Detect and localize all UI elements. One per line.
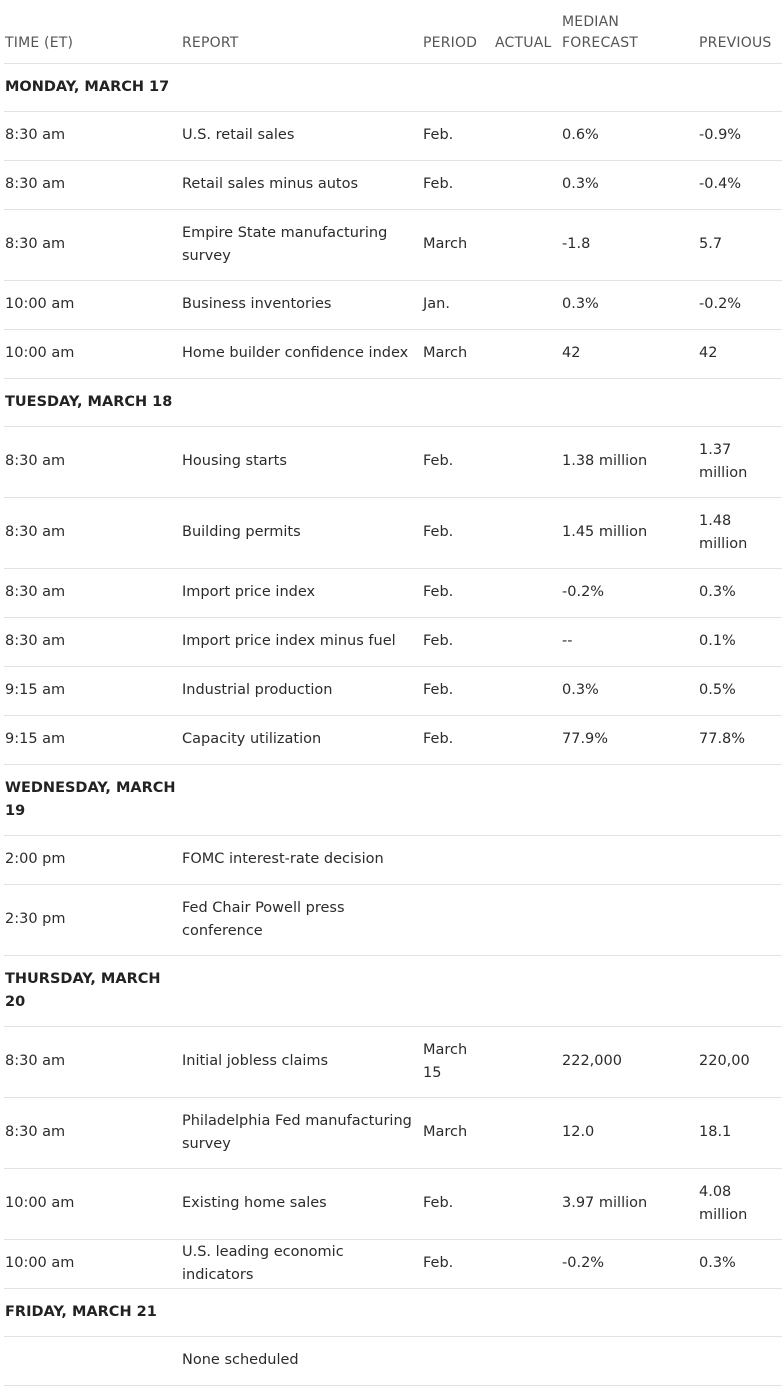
time-cell: 9:15 am [4, 666, 181, 715]
day-row-filler [561, 955, 698, 1026]
header-time: TIME (ET) [4, 0, 181, 63]
period-cell: Feb. [422, 666, 494, 715]
day-header-row [4, 63, 782, 111]
table-row [4, 568, 782, 617]
day-header-row [4, 764, 782, 835]
table-row [4, 666, 782, 715]
table-row [4, 160, 782, 209]
previous-cell: 77.8% [698, 715, 782, 764]
previous-cell: 1.37 million [698, 426, 782, 497]
actual-cell [494, 160, 561, 209]
period-cell: Feb. [422, 160, 494, 209]
table-row [4, 1026, 782, 1097]
period-cell: Feb. [422, 715, 494, 764]
report-cell: Housing starts [181, 426, 422, 497]
time-cell: 8:30 am [4, 426, 181, 497]
previous-cell: 0.3% [698, 568, 782, 617]
report-cell: Capacity utilization [181, 715, 422, 764]
previous-cell: -0.9% [698, 111, 782, 160]
day-row-filler [422, 378, 494, 426]
period-cell: March [422, 209, 494, 280]
day-row-filler [181, 955, 422, 1026]
report-cell: Import price index [181, 568, 422, 617]
time-cell: 8:30 am [4, 111, 181, 160]
time-cell: 10:00 am [4, 329, 181, 378]
time-cell: 8:30 am [4, 160, 181, 209]
day-row-filler [494, 1288, 561, 1336]
report-cell: FOMC interest-rate decision [181, 835, 422, 884]
time-cell: 9:15 am [4, 715, 181, 764]
report-cell: Business inventories [181, 280, 422, 329]
actual-cell [494, 1168, 561, 1239]
day-label: THURSDAY, MARCH 20 [4, 955, 181, 1026]
header-previous: PREVIOUS [698, 0, 782, 63]
median-forecast-cell: -0.2% [561, 568, 698, 617]
actual-cell [494, 1026, 561, 1097]
period-cell: Feb. [422, 497, 494, 568]
actual-cell [494, 209, 561, 280]
actual-cell [494, 835, 561, 884]
time-cell: 10:00 am [4, 1168, 181, 1239]
report-cell: Import price index minus fuel [181, 617, 422, 666]
actual-cell [494, 666, 561, 715]
report-cell: Home builder confidence index [181, 329, 422, 378]
table-row [4, 1239, 782, 1288]
time-cell: 8:30 am [4, 617, 181, 666]
day-label: MONDAY, MARCH 17 [4, 63, 181, 111]
header-median-forecast: MEDIAN FORECAST [561, 0, 698, 63]
day-row-filler [698, 764, 782, 835]
actual-cell [494, 497, 561, 568]
header-period: PERIOD [422, 0, 494, 63]
day-row-filler [494, 63, 561, 111]
previous-cell: 0.3% [698, 1239, 782, 1288]
report-cell: None scheduled [181, 1336, 422, 1385]
period-cell: Feb. [422, 426, 494, 497]
actual-cell [494, 715, 561, 764]
previous-cell: 4.08 million [698, 1168, 782, 1239]
day-row-filler [561, 378, 698, 426]
day-label: FRIDAY, MARCH 21 [4, 1288, 181, 1336]
report-cell: Retail sales minus autos [181, 160, 422, 209]
day-row-filler [181, 63, 422, 111]
day-row-filler [698, 1288, 782, 1336]
time-cell: 10:00 am [4, 280, 181, 329]
previous-cell [698, 835, 782, 884]
time-cell: 8:30 am [4, 1026, 181, 1097]
day-row-filler [698, 63, 782, 111]
time-cell: 10:00 am [4, 1239, 181, 1288]
median-forecast-cell: -1.8 [561, 209, 698, 280]
period-cell: Feb. [422, 1168, 494, 1239]
period-cell: Jan. [422, 280, 494, 329]
previous-cell: 220,00 [698, 1026, 782, 1097]
previous-cell: 42 [698, 329, 782, 378]
period-cell: March [422, 1097, 494, 1168]
table-row [4, 426, 782, 497]
time-cell: 2:30 pm [4, 884, 181, 955]
period-cell: March [422, 329, 494, 378]
median-forecast-cell: 0.3% [561, 280, 698, 329]
report-cell: Fed Chair Powell press conference [181, 884, 422, 955]
day-row-filler [181, 378, 422, 426]
median-forecast-cell [561, 835, 698, 884]
day-row-filler [422, 764, 494, 835]
day-row-filler [494, 764, 561, 835]
median-forecast-cell [561, 884, 698, 955]
day-row-filler [494, 378, 561, 426]
day-label: WEDNESDAY, MARCH 19 [4, 764, 181, 835]
period-cell: March 15 [422, 1026, 494, 1097]
day-row-filler [561, 63, 698, 111]
header-actual: ACTUAL [494, 0, 561, 63]
report-cell: Empire State manufacturing survey [181, 209, 422, 280]
previous-cell [698, 884, 782, 955]
median-forecast-cell: 3.97 million [561, 1168, 698, 1239]
table-row [4, 884, 782, 955]
calendar-table [4, 0, 782, 1386]
actual-cell [494, 617, 561, 666]
table-row [4, 111, 782, 160]
report-cell: Building permits [181, 497, 422, 568]
table-row [4, 280, 782, 329]
table-row [4, 497, 782, 568]
day-row-filler [698, 955, 782, 1026]
median-forecast-cell: -0.2% [561, 1239, 698, 1288]
table-body [4, 63, 782, 1385]
previous-cell: 0.5% [698, 666, 782, 715]
day-header-row [4, 378, 782, 426]
time-cell: 8:30 am [4, 497, 181, 568]
table-row [4, 617, 782, 666]
previous-cell: 5.7 [698, 209, 782, 280]
time-cell: 8:30 am [4, 568, 181, 617]
previous-cell: 1.48 million [698, 497, 782, 568]
report-cell: Existing home sales [181, 1168, 422, 1239]
table-row [4, 329, 782, 378]
day-row-filler [494, 955, 561, 1026]
median-forecast-cell: -- [561, 617, 698, 666]
actual-cell [494, 1097, 561, 1168]
period-cell: Feb. [422, 111, 494, 160]
median-forecast-cell: 42 [561, 329, 698, 378]
actual-cell [494, 329, 561, 378]
actual-cell [494, 280, 561, 329]
actual-cell [494, 426, 561, 497]
median-forecast-cell: 1.38 million [561, 426, 698, 497]
day-header-row [4, 1288, 782, 1336]
time-cell: 2:00 pm [4, 835, 181, 884]
day-row-filler [422, 63, 494, 111]
report-cell: U.S. retail sales [181, 111, 422, 160]
header-report: REPORT [181, 0, 422, 63]
previous-cell: -0.2% [698, 280, 782, 329]
report-cell: Initial jobless claims [181, 1026, 422, 1097]
header-row [4, 0, 782, 63]
median-forecast-cell [561, 1336, 698, 1385]
actual-cell [494, 1239, 561, 1288]
period-cell [422, 884, 494, 955]
previous-cell: 18.1 [698, 1097, 782, 1168]
table-row [4, 209, 782, 280]
period-cell [422, 835, 494, 884]
period-cell: Feb. [422, 1239, 494, 1288]
table-header [4, 0, 782, 63]
period-cell: Feb. [422, 617, 494, 666]
actual-cell [494, 884, 561, 955]
day-row-filler [561, 764, 698, 835]
table-row [4, 835, 782, 884]
table-row [4, 1097, 782, 1168]
median-forecast-cell: 0.3% [561, 666, 698, 715]
day-row-filler [698, 378, 782, 426]
previous-cell [698, 1336, 782, 1385]
period-cell [422, 1336, 494, 1385]
median-forecast-cell: 0.3% [561, 160, 698, 209]
day-row-filler [422, 1288, 494, 1336]
actual-cell [494, 1336, 561, 1385]
previous-cell: -0.4% [698, 160, 782, 209]
actual-cell [494, 111, 561, 160]
median-forecast-cell: 0.6% [561, 111, 698, 160]
report-cell: U.S. leading economic indicators [181, 1239, 422, 1288]
time-cell [4, 1336, 181, 1385]
previous-cell: 0.1% [698, 617, 782, 666]
table-row [4, 1168, 782, 1239]
median-forecast-cell: 12.0 [561, 1097, 698, 1168]
time-cell: 8:30 am [4, 209, 181, 280]
actual-cell [494, 568, 561, 617]
day-row-filler [422, 955, 494, 1026]
table-row [4, 1336, 782, 1385]
day-row-filler [181, 1288, 422, 1336]
day-header-row [4, 955, 782, 1026]
day-row-filler [561, 1288, 698, 1336]
report-cell: Industrial production [181, 666, 422, 715]
day-label: TUESDAY, MARCH 18 [4, 378, 181, 426]
report-cell: Philadelphia Fed manufacturing survey [181, 1097, 422, 1168]
period-cell: Feb. [422, 568, 494, 617]
median-forecast-cell: 77.9% [561, 715, 698, 764]
median-forecast-cell: 1.45 million [561, 497, 698, 568]
table-row [4, 715, 782, 764]
time-cell: 8:30 am [4, 1097, 181, 1168]
day-row-filler [181, 764, 422, 835]
median-forecast-cell: 222,000 [561, 1026, 698, 1097]
